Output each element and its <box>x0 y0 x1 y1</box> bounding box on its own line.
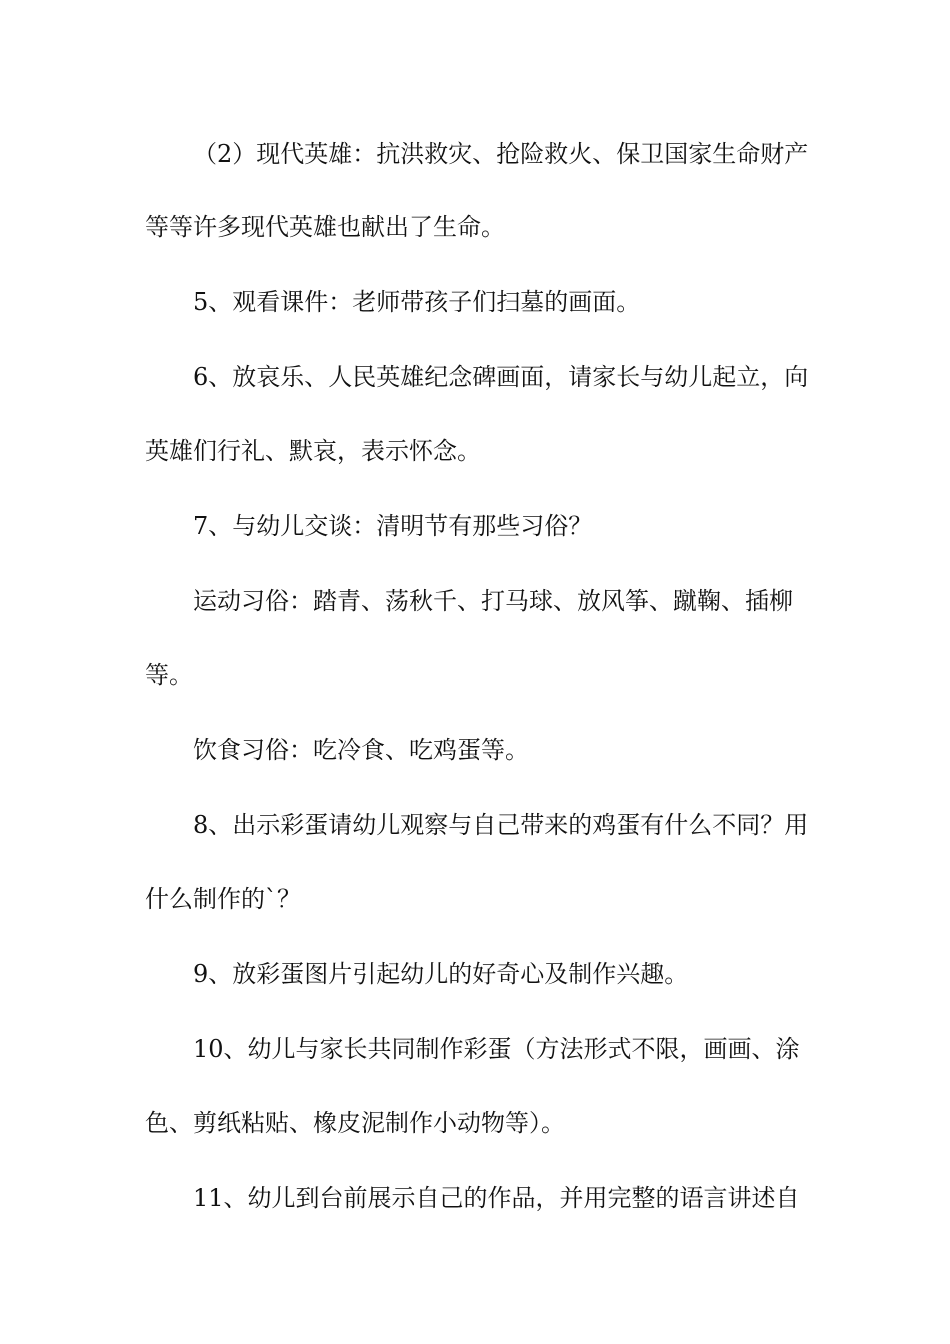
paragraph-line: 6、放哀乐、人民英雄纪念碑画面，请家长与幼儿起立，向 <box>193 363 809 391</box>
paragraph-line: 5、观看课件：老师带孩子们扫墓的画面。 <box>193 288 641 316</box>
paragraph-line: 等等许多现代英雄也献出了生命。 <box>145 213 505 241</box>
paragraph-line: （2）现代英雄：抗洪救灾、抢险救火、保卫国家生命财产 <box>193 140 809 168</box>
paragraph-line: 运动习俗：踏青、荡秋千、打马球、放风筝、蹴鞠、插柳 <box>193 587 793 615</box>
paragraph-line: 10、幼儿与家长共同制作彩蛋（方法形式不限，画画、涂 <box>193 1035 800 1063</box>
paragraph-line: 9、放彩蛋图片引起幼儿的好奇心及制作兴趣。 <box>193 960 689 988</box>
paragraph-line: 什么制作的`？ <box>145 885 301 913</box>
paragraph-line: 7、与幼儿交谈：清明节有那些习俗？ <box>193 512 593 540</box>
paragraph-line: 饮食习俗：吃冷食、吃鸡蛋等。 <box>193 736 529 764</box>
paragraph-line: 11、幼儿到台前展示自己的作品，并用完整的语言讲述自 <box>193 1184 800 1212</box>
paragraph-line: 色、剪纸粘贴、橡皮泥制作小动物等）。 <box>145 1109 565 1137</box>
paragraph-line: 英雄们行礼、默哀，表示怀念。 <box>145 437 481 465</box>
paragraph-line: 等。 <box>145 661 193 689</box>
paragraph-line: 8、出示彩蛋请幼儿观察与自己带来的鸡蛋有什么不同？用 <box>193 811 809 839</box>
